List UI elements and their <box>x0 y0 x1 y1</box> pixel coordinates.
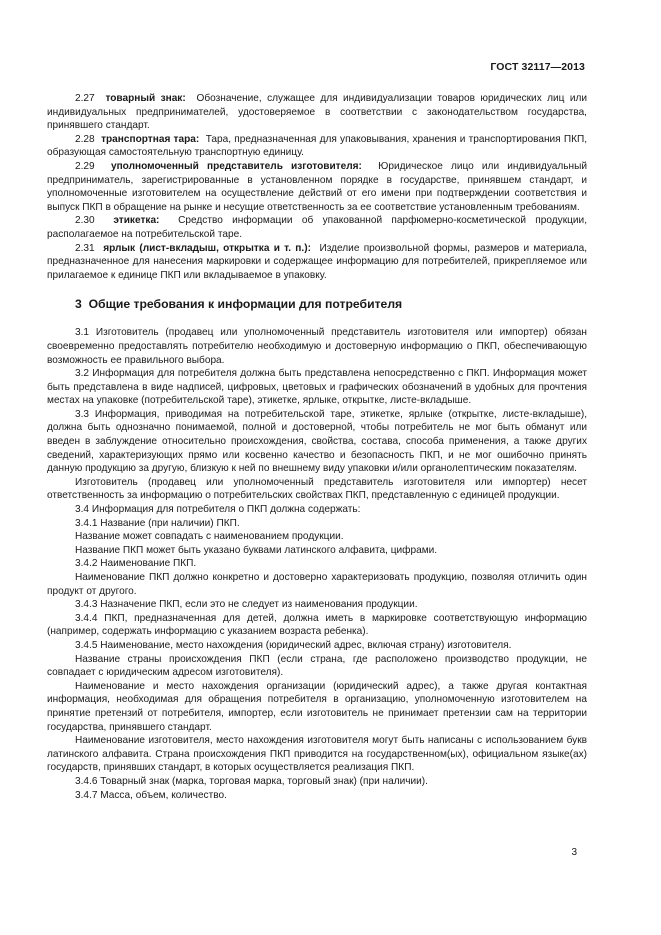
paragraph-responsibility: Изготовитель (продавец или уполномоченный представитель изготовителя или импортер) несет ответственность за информацию о потребительских свойствах ПКП, представленную с единицей продукции. <box>47 476 587 502</box>
term-definition: Средство информации об упакованной парфюмерно-косметической продукции, располагаемое на потребительской таре. <box>47 215 587 240</box>
term-definition: Тара, предназначенная для упаковывания, хранения и транспортирования ПКП, образующая самостоятельную транспортную единицу. <box>47 133 588 159</box>
paragraph-3-4-6: 3.4.6 Товарный знак (марка, торговая марка, торговый знак) (при наличии). <box>75 775 428 787</box>
term-definition: Юридическое лицо или индивидуальный предприниматель, зарегистрированные в установленном порядке в государстве, принявшем стандарт, и уполномоченные изготовителем на осуществление действий от его имени при подтверждении соответствия и выпуск ПКП в обращение на рынке и несущие ответственность за ее соответствие установленным требованиям. <box>47 160 588 213</box>
term-name: этикетка: <box>113 215 160 227</box>
paragraph-latin-letters: Наименование изготовителя, место нахождения изготовителя могут быть написаны с использованием букв латинского алфавита. Страна происхождения ПКП приводится на государственном(ых), официальном языке(ах) государств, принявших стандарт, в которых осуществляется реализация ПКП. <box>47 735 587 774</box>
term-name: товарный знак: <box>105 93 186 104</box>
section-number: 3 <box>75 297 82 312</box>
term-name: уполномоченный представитель изготовителя: <box>110 160 362 172</box>
paragraph-3-3: 3.3 Информация, приводимая на потребительской таре, этикетке, ярлыке (открытке, листе-вкладыше), должна быть однозначно понимаемой, полной и достоверной, чтобы потребитель не мог быть обманут или введен в заблуждение относительно происхождения, свойства, состава, способа применения, а также других сведений, характеризующих прямо или косвенно качество и безопасность ПКП, и не мог ошибочно принять данную продукцию за другую, близкую к ней по внешнему виду упаковки и/или органолептическим показателям. <box>47 408 587 475</box>
paragraph-naming-rule: Наименование ПКП должно конкретно и достоверно характеризовать продукцию, позволяя отличить один продукт от другого. <box>47 572 587 597</box>
term-number: 2.28 <box>75 133 95 145</box>
term-number: 2.27 <box>75 93 95 104</box>
term-2-29 <box>47 160 587 214</box>
paragraph-3-4-2: 3.4.2 Наименование ПКП. <box>75 558 197 570</box>
section-heading <box>47 297 587 312</box>
paragraph-name-latin: Название ПКП может быть указано буквами латинского алфавита, цифрами. <box>75 544 438 556</box>
section-title: Общие требования к информации для потребителя <box>88 297 403 312</box>
term-name: ярлык (лист-вкладыш, открытка и т. п.): <box>103 242 311 254</box>
term-definition: Обозначение, служащее для индивидуализации товаров юридических лиц или индивидуальных предпринимателей, удостоверяемое в соответствии с законодательством государства, принявшего стандарт. <box>47 93 587 132</box>
term-definition: Изделие произвольной формы, размеров и материала, предназначенное для нанесения маркировки и содержащее информацию для потребителей, прикрепляемое или прилагаемое к единице ПКП или вкладываемое в упаковку. <box>47 242 588 281</box>
paragraph-3-4: 3.4 Информация для потребителя о ПКП должна содержать: <box>75 504 361 516</box>
term-number: 2.30 <box>75 215 95 227</box>
term-number: 2.31 <box>75 242 95 254</box>
paragraph-3-4-3: 3.4.3 Назначение ПКП, если это не следует из наименования продукции. <box>75 599 418 611</box>
term-2-31 <box>47 242 587 283</box>
paragraph-3-4-4: 3.4.4 ПКП, предназначенная для детей, должна иметь в маркировке соответствующую информацию (например, содержать информацию с указанием возраста ребенка). <box>47 612 587 638</box>
term-2-27 <box>47 92 587 133</box>
paragraph-3-2: 3.2 Информация для потребителя должна быть представлена непосредственно с ПКП. Информация может быть представлена в виде надписей, цифровых, цветовых и графических обозначений в удобных для прочтения местах на упаковке (потребительской таре), этикетке, ярлыке, открытке, листе-вкладыше. <box>47 368 587 407</box>
term-2-28 <box>47 133 587 160</box>
term-number: 2.29 <box>75 160 95 172</box>
document-body <box>47 92 587 802</box>
paragraph-3-4-7: 3.4.7 Масса, объем, количество. <box>75 789 227 801</box>
paragraph-3-4-5: 3.4.5 Наименование, место нахождения (юридический адрес, включая страну) изготовителя. <box>75 639 512 651</box>
term-name: транспортная тара: <box>101 133 200 145</box>
standard-header: ГОСТ 32117—2013 <box>490 61 585 73</box>
paragraph-3-1: 3.1 Изготовитель (продавец или уполномоченный представитель изготовителя или импортер) обязан своевременно предоставлять потребителю необходимую и достоверную информацию о ПКП, обеспечивающую возможность ее правильного выбора. <box>47 327 587 366</box>
paragraph-3-4-1: 3.4.1 Название (при наличии) ПКП. <box>75 517 240 529</box>
term-2-30 <box>47 214 587 241</box>
page-number: 3 <box>571 847 577 858</box>
paragraph-name-match: Название может совпадать с наименованием продукции. <box>75 531 344 543</box>
paragraph-country-origin: Название страны происхождения ПКП (если страна, где расположено производство продукции, не совпадает с юридическим адресом изготовителя). <box>47 653 587 679</box>
paragraph-contact-info: Наименование и место нахождения организации (юридический адрес), а также другая контактная информация, необходимая для обращения потребителя в организацию, уполномоченную изготовителем на принятие претензий от потребителя, импортер, если изготовитель не принимает претензии сам на территории государства, принявшего стандарт. <box>47 680 587 733</box>
